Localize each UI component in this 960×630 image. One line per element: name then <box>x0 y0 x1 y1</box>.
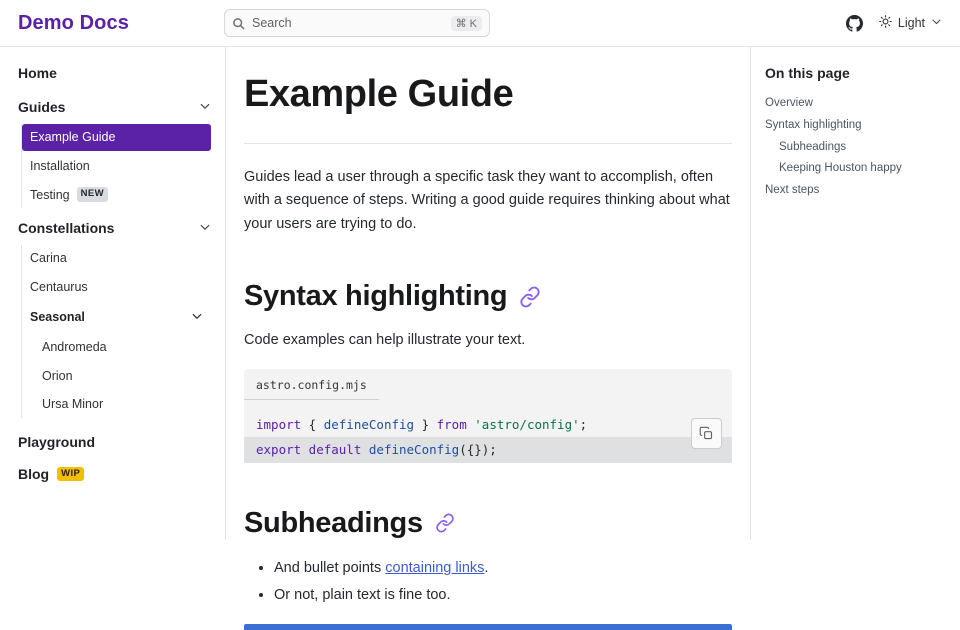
search-shortcut-kbd: ⌘ K <box>451 16 482 31</box>
code-line-highlighted: export default defineConfig({}); <box>244 437 732 463</box>
sidebar-nav <box>0 47 226 540</box>
list-item-text: And bullet points <box>274 559 386 576</box>
search-placeholder: Search <box>252 16 292 30</box>
inline-link[interactable]: containing links <box>385 559 485 576</box>
status-badge: NEW <box>77 187 108 202</box>
theme-selector[interactable] <box>879 15 942 31</box>
code-lines <box>244 400 732 463</box>
sidebar-group-guides[interactable] <box>18 92 211 122</box>
sidebar-item-label: Installation <box>30 158 90 173</box>
toc-item-subheadings[interactable]: Subheadings <box>779 140 847 153</box>
link-icon[interactable] <box>435 513 455 533</box>
sidebar-item-blog[interactable] <box>18 460 211 488</box>
page-title: Example Guide <box>244 73 514 115</box>
toc-item-next-steps[interactable]: Next steps <box>765 184 820 197</box>
chevron-down-icon <box>199 99 211 115</box>
chevron-down-icon <box>931 16 942 30</box>
search-input[interactable] <box>224 9 490 37</box>
chevron-down-icon <box>199 220 211 236</box>
copy-icon[interactable] <box>691 418 722 449</box>
sidebar-item-centaurus[interactable] <box>22 274 211 301</box>
content-accent-bar <box>244 624 732 630</box>
section-heading-syntax-highlighting <box>244 280 732 313</box>
sidebar-item-carina[interactable] <box>22 245 211 272</box>
list-item <box>274 556 732 581</box>
sidebar-item-ursa-minor[interactable] <box>22 391 211 418</box>
sidebar-item-label: Testing <box>30 187 70 202</box>
code-line: import { defineConfig } from 'astro/config'; <box>256 416 588 432</box>
sun-icon <box>879 15 892 31</box>
sidebar-group-constellations[interactable] <box>18 213 211 243</box>
section-paragraph: Code examples can help illustrate your text. <box>244 332 526 349</box>
chevron-down-icon <box>191 310 203 325</box>
toc-title: On this page <box>765 65 850 81</box>
toc-item-syntax-highlighting[interactable]: Syntax highlighting <box>765 118 862 131</box>
intro-paragraph: Guides lead a user through a specific task they want to accomplish, often with a sequence of steps. Writing a good guide requires thinking about what your users are trying to do. <box>244 168 730 232</box>
sidebar-item-label: Example Guide <box>30 130 116 144</box>
header-actions <box>846 15 942 32</box>
sidebar-subgroup-seasonal[interactable] <box>22 304 211 331</box>
sidebar-item-home[interactable]: Home <box>18 65 57 81</box>
site-header <box>0 0 960 47</box>
sidebar-item-installation[interactable] <box>22 153 211 180</box>
bullet-list <box>244 556 732 608</box>
list-item <box>274 583 732 608</box>
sidebar-item-example-guide[interactable] <box>22 124 211 151</box>
sidebar-item-label: Ursa Minor <box>42 397 104 412</box>
sidebar-item-label: Orion <box>42 368 73 383</box>
link-icon[interactable] <box>519 286 541 308</box>
section-heading-subheadings <box>244 507 732 540</box>
main-content <box>226 47 750 603</box>
page-body <box>0 47 960 603</box>
theme-label: Light <box>897 16 925 30</box>
sidebar-item-testing[interactable] <box>22 182 211 209</box>
list-item-text: Or not, plain text is fine too. <box>274 586 451 603</box>
search-icon <box>232 17 245 30</box>
section-heading-label: Subheadings <box>244 506 423 539</box>
brand-title[interactable]: Demo Docs <box>18 11 129 34</box>
sidebar-item-label: Centaurus <box>30 280 88 294</box>
toc-item-overview[interactable]: Overview <box>765 97 813 109</box>
sidebar-item-andromeda[interactable] <box>22 334 211 361</box>
status-badge: WIP <box>57 467 84 482</box>
sidebar-subgroup-label: Seasonal <box>30 310 85 325</box>
search-container <box>224 9 490 37</box>
sidebar-group-guides-items <box>21 124 211 208</box>
toc-item-keeping-houston-happy[interactable]: Keeping Houston happy <box>779 162 902 175</box>
title-divider <box>244 143 732 144</box>
sidebar-item-label: Andromeda <box>42 339 107 354</box>
list-item-suffix: . <box>484 559 489 576</box>
github-icon[interactable] <box>846 15 863 32</box>
sidebar-item-orion[interactable] <box>22 363 211 390</box>
code-block <box>244 369 732 463</box>
sidebar-group-label: Constellations <box>18 220 115 237</box>
table-of-contents <box>750 47 960 540</box>
sidebar-group-constellations-items <box>21 245 211 418</box>
sidebar-group-label: Guides <box>18 99 66 115</box>
sidebar-item-label: Carina <box>30 251 67 266</box>
sidebar-item-playground[interactable]: Playground <box>18 434 96 450</box>
code-filename: astro.config.mjs <box>244 369 379 400</box>
section-heading-label: Syntax highlighting <box>244 280 508 313</box>
sidebar-item-label: Blog <box>18 466 50 482</box>
